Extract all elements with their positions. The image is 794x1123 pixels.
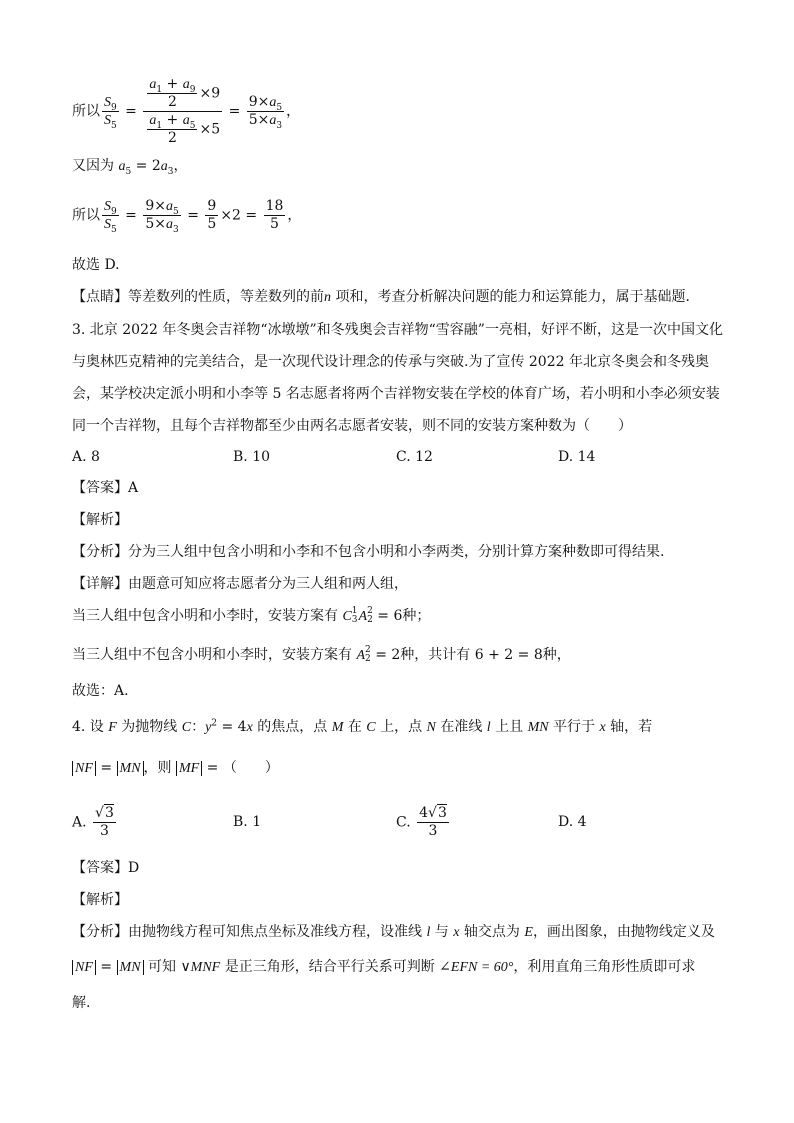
dianjing-text2: 项和，考查分析解决问题的能力和运算能力，属于基础题．	[331, 289, 700, 305]
q3-line3: 会，某学校决定派小明和小李等 5 名志愿者将两个吉祥物安装在学校的体育广场，若小明和小李必须安装	[72, 386, 720, 402]
abs-nf: NF	[72, 761, 96, 776]
var-s: S	[104, 113, 111, 128]
sub-5: 5	[111, 224, 117, 235]
var-s: S	[104, 95, 111, 110]
tag-dianjing: 【点睛】	[72, 289, 128, 305]
text-dianjing	[72, 287, 699, 308]
tag-xiangjie: 【详解】	[72, 576, 128, 592]
var-a: a	[160, 159, 168, 174]
den-5: 5	[207, 216, 217, 232]
q4-t1: 为抛物线	[116, 719, 182, 735]
fx6: 是正三角形，结合平行关系可判断	[220, 959, 440, 975]
times-5: ×5	[199, 121, 221, 138]
q3-answer	[72, 478, 138, 498]
q4-line1	[72, 717, 652, 738]
q3-conclusion: 故选：A.	[72, 683, 129, 699]
var-s: S	[104, 199, 111, 214]
sub-2: 2	[365, 654, 371, 664]
equals: =	[95, 959, 117, 975]
comma: ，	[173, 158, 188, 174]
den-5-times: 5×	[145, 216, 167, 232]
sub-9: 9	[189, 84, 196, 95]
abs-mn: MN	[117, 960, 144, 975]
q4-option-c	[396, 805, 451, 840]
radicand-3: 3	[437, 805, 447, 821]
var-a: A	[356, 648, 366, 663]
frac-18-5	[264, 198, 286, 233]
var-a: a	[182, 113, 190, 128]
q4-t6: 上且	[490, 719, 528, 735]
colon: ：	[191, 719, 206, 735]
label-c: C.	[396, 814, 411, 831]
den-5: 5	[270, 216, 279, 232]
var-c: C	[366, 720, 376, 735]
equals: =	[95, 760, 117, 776]
equals-2: = 2	[131, 158, 161, 174]
tag-answer: 【答案】	[72, 480, 128, 496]
frac-9-5	[205, 198, 218, 233]
abs-mn: MN	[117, 761, 144, 776]
frac-sqrt3-3	[93, 805, 116, 840]
frac-sum-ratio	[143, 76, 222, 147]
sqrt-icon: √	[95, 805, 104, 821]
sub-9: 9	[111, 206, 117, 217]
q3-line2: 与奥林匹克精神的完美结合，是一次现代设计理念的传承与突破.为了宣传 2022 年北京冬奥会和冬残奥	[72, 354, 709, 370]
equals: =	[120, 207, 142, 224]
frac-s9-s5	[102, 94, 119, 129]
frac-9a5-5a3	[143, 198, 180, 233]
sub-1: 1	[156, 84, 163, 95]
times-2-equals: ×2 =	[220, 207, 262, 224]
sqrt-icon: √	[428, 805, 437, 821]
fx4: ，画出图象，由抛物线定义及	[532, 924, 715, 940]
q3-option-d: D. 14	[558, 449, 596, 465]
angle-efn: ∠EFN = 60°	[439, 960, 514, 975]
plus: +	[162, 112, 183, 128]
var-a: a	[149, 113, 157, 128]
sub-5: 5	[276, 102, 283, 113]
var-x: x	[599, 720, 606, 735]
q4-fenxi-line1	[72, 922, 715, 943]
sub-3: 3	[351, 615, 358, 625]
comma: ，	[287, 207, 302, 224]
sub-3: 3	[173, 224, 179, 235]
var-a: A	[358, 609, 368, 624]
fx5: 可知	[143, 959, 181, 975]
q4-t2: 的焦点，点	[252, 719, 332, 735]
q3-option-b: B. 10	[233, 449, 271, 465]
q4-t7: 平行于	[548, 719, 600, 735]
var-n: n	[324, 290, 331, 305]
fx3: 轴交点为	[459, 924, 525, 940]
equals-6: = 6	[372, 608, 403, 624]
abs-mf: MF	[176, 761, 202, 776]
den-3: 3	[99, 823, 109, 839]
fenxi-text: 分为三人组中包含小明和小李和不包含小明和小李两类，分别计算方案种数即可得结果.	[128, 544, 665, 560]
var-n: N	[426, 720, 436, 735]
q4-option-b: B. 1	[233, 814, 262, 830]
q4-line2	[72, 758, 279, 779]
frac-9a5-5a3	[247, 94, 284, 129]
q3-xiangjie	[72, 574, 408, 594]
q3-case2	[72, 645, 571, 666]
case2-post: 种，	[542, 647, 571, 663]
sup-2: 2	[365, 645, 371, 655]
answer-value: A	[128, 480, 139, 496]
var-a: a	[118, 159, 126, 174]
comma: ，	[286, 103, 301, 120]
case2-mid: 种，共计有	[400, 647, 475, 663]
q4-pre: 4. 设	[72, 719, 109, 735]
sup-1: 1	[351, 606, 358, 616]
case1-post: 种；	[402, 608, 431, 624]
equals-4: = 4	[217, 719, 247, 735]
q4-fenxi-line2	[72, 957, 695, 978]
sub-2: 2	[367, 615, 373, 625]
equals: =	[120, 103, 142, 120]
equals-2: = 2	[370, 647, 401, 663]
q3-option-c: C. 12	[396, 449, 433, 465]
case1-pre: 当三人组中包含小明和小李时，安装方案有	[72, 608, 343, 624]
xiangjie-text: 由题意可知应将志愿者分为三人组和两人组，	[128, 576, 408, 592]
den-2: 2	[167, 130, 177, 146]
sub-5: 5	[189, 120, 196, 131]
frac-4sqrt3-3	[417, 805, 449, 840]
var-y: y	[205, 720, 212, 735]
plus: +	[162, 76, 183, 92]
q4-fenxi-line3: 解.	[72, 995, 91, 1011]
q3-line4: 同一个吉祥物，且每个吉祥物都至少由两名志愿者安装，则不同的安装方案种数为（ ）	[72, 418, 632, 434]
frac-a1-a5	[147, 112, 197, 147]
text-suoyi: 所以	[72, 207, 100, 224]
num-9-times: 9×	[145, 198, 167, 214]
formula-s9-s5-step2	[72, 198, 301, 233]
var-x: x	[246, 720, 253, 735]
den-2: 2	[167, 94, 177, 110]
q3-option-a: A. 8	[72, 449, 100, 465]
fx1: 由抛物线方程可知焦点坐标及准线方程，设准线	[128, 924, 427, 940]
fx7: ，利用直角三角形性质即可求	[513, 959, 696, 975]
var-c: C	[342, 609, 352, 624]
num-9-times: 9×	[248, 94, 270, 110]
q3-fenxi	[72, 542, 664, 562]
var-a: a	[166, 199, 174, 214]
den-3: 3	[428, 823, 438, 839]
formula-s9-s5-step1	[72, 76, 300, 147]
abs-nf: NF	[72, 960, 96, 975]
var-a: a	[149, 77, 157, 92]
q4-jiexi: 【解析】	[72, 892, 128, 908]
q3-line1: 3. 北京 2022 年冬奥会吉祥物“冰墩墩”和冬残奥会吉祥物“雪容融”一亮相，好评不断，这是一次中国文化	[72, 322, 723, 338]
text-youyinwei	[72, 156, 187, 177]
tag-answer: 【答案】	[72, 860, 128, 876]
text-pre: 又因为	[72, 158, 119, 174]
var-a: a	[269, 113, 277, 128]
q3-case1	[72, 606, 430, 627]
dianjing-text1: 等差数列的性质，等差数列的前	[128, 289, 324, 305]
sub-3: 3	[276, 120, 283, 131]
answer-value: D	[128, 860, 140, 876]
q4-answer	[72, 858, 139, 878]
case2-pre: 当三人组中不包含小明和小李时，安装方案有	[72, 647, 357, 663]
sub-9: 9	[111, 102, 117, 113]
q4-t5: 在准线	[435, 719, 487, 735]
fx2: 与	[430, 924, 454, 940]
q4-t4: 上，点	[375, 719, 427, 735]
q4-option-a	[72, 805, 118, 840]
var-s: S	[104, 217, 111, 232]
tag-fenxi: 【分析】	[72, 544, 128, 560]
sub-3: 3	[167, 166, 174, 177]
sup-2: 2	[211, 718, 218, 729]
sup-2: 2	[367, 606, 373, 616]
q4-option-d: D. 4	[558, 814, 587, 830]
frac-s9-s5	[102, 198, 119, 233]
radicand-3: 3	[104, 805, 114, 821]
text-suoyi: 所以	[72, 103, 100, 120]
q3-jiexi: 【解析】	[72, 512, 128, 528]
var-a: a	[182, 77, 190, 92]
times-9: ×9	[199, 85, 221, 102]
case2-sum: 6 + 2 = 8	[474, 647, 543, 663]
sub-5: 5	[111, 120, 117, 131]
q4-t3: 在	[343, 719, 367, 735]
num-9: 9	[207, 198, 217, 214]
var-a: a	[166, 217, 174, 232]
var-a: a	[269, 95, 277, 110]
equals: =	[224, 103, 245, 120]
label-a: A.	[72, 814, 87, 831]
frac-a1-a9	[147, 76, 197, 111]
q4-t8: 轴，若	[605, 719, 653, 735]
triangle-mnf: ∨MNF	[180, 960, 221, 975]
var-m: M	[331, 720, 344, 735]
var-l: l	[426, 925, 431, 940]
var-e: E	[524, 925, 533, 940]
tag-fenxi: 【分析】	[72, 924, 128, 940]
den-5-times: 5×	[248, 112, 270, 128]
coef-4: 4	[419, 805, 429, 821]
var-x: x	[453, 925, 460, 940]
var-l: l	[486, 720, 491, 735]
q4-t9: ，则	[143, 760, 176, 776]
var-f: F	[108, 720, 117, 735]
q4-t10: = （ ）	[202, 760, 279, 776]
sub-5: 5	[125, 166, 132, 177]
sub-1: 1	[156, 120, 163, 131]
var-mn: MN	[527, 720, 549, 735]
sub-5: 5	[173, 206, 179, 217]
text-guxuan-d: 故选 D.	[72, 257, 120, 273]
equals: =	[182, 207, 204, 224]
var-c: C	[181, 720, 192, 735]
num-18: 18	[265, 198, 284, 214]
